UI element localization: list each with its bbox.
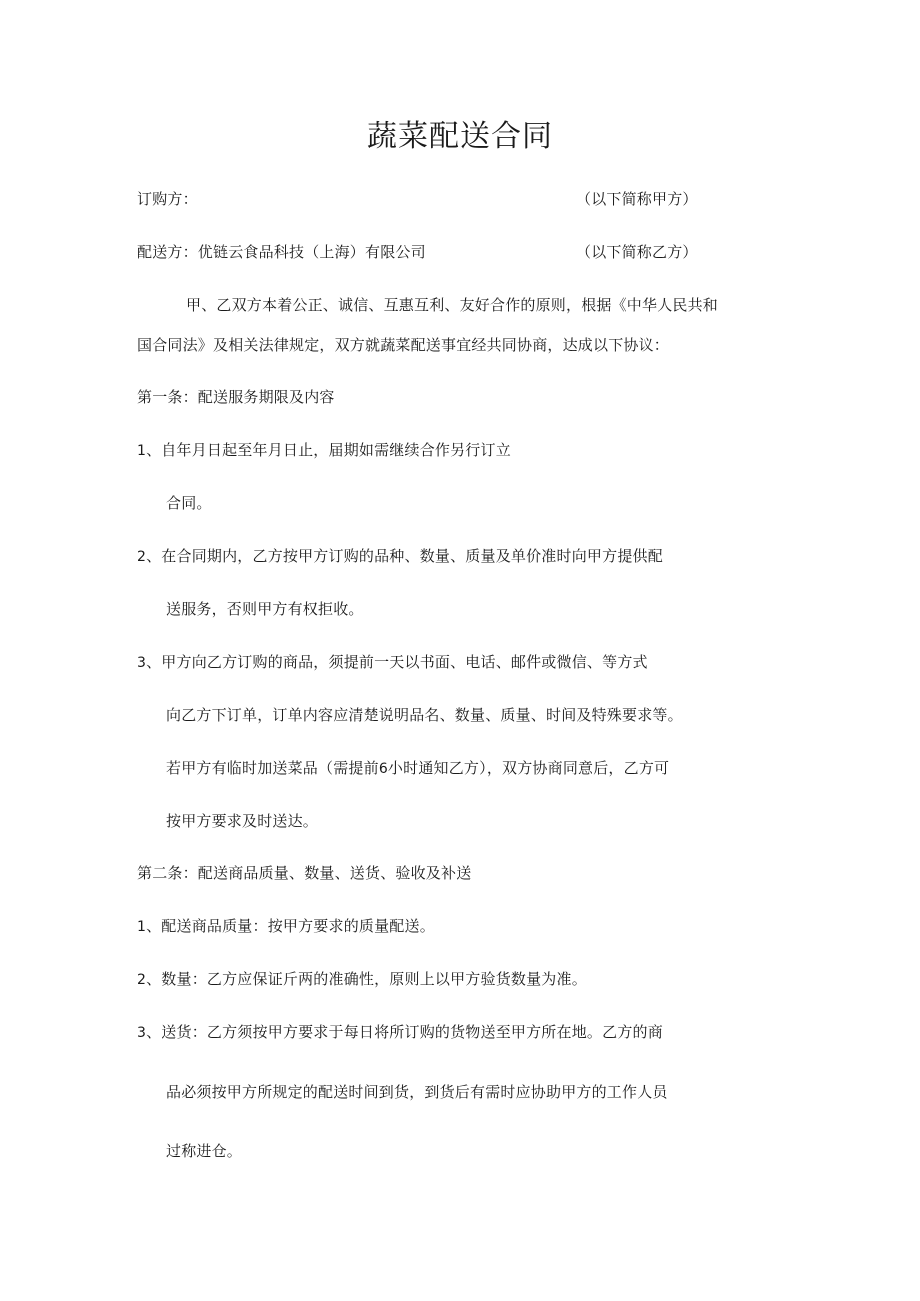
article1-item3-cont3: 按甲方要求及时送达。 bbox=[166, 812, 319, 830]
item-number: 2 bbox=[137, 549, 147, 565]
article1-item1 bbox=[137, 440, 511, 461]
hours-number: 6 bbox=[378, 761, 388, 777]
buyer-note: （以下简称甲方） bbox=[576, 190, 698, 208]
item-text: 、在合同期内，乙方按甲方订购的品种、数量、质量及单价准时向甲方提供配 bbox=[146, 547, 663, 565]
article1-item3-cont2 bbox=[166, 758, 669, 779]
article1-item2-cont: 送服务，否则甲方有权拒收。 bbox=[166, 600, 364, 618]
article2-heading: 第二条：配送商品质量、数量、送货、验收及补送 bbox=[137, 864, 472, 882]
item-text: 、自年月日起至年月日止，届期如需继续合作另行订立 bbox=[146, 441, 511, 459]
page-title: 蔬菜配送合同 bbox=[367, 119, 553, 154]
preamble-line-2: 国合同法》及相关法律规定，双方就蔬菜配送事宜经共同协商，达成以下协议： bbox=[137, 336, 670, 354]
article1-item3 bbox=[137, 652, 648, 673]
article2-item3 bbox=[137, 1022, 663, 1043]
item-number: 2 bbox=[137, 972, 147, 988]
item-text: 、送货：乙方须按甲方要求于每日将所订购的货物送至甲方所在地。乙方的商 bbox=[146, 1023, 663, 1041]
buyer-label: 订购方： bbox=[137, 190, 198, 208]
item-text: 、数量：乙方应保证斤两的准确性，原则上以甲方验货数量为准。 bbox=[146, 970, 587, 988]
article1-item1-cont: 合同。 bbox=[166, 494, 212, 512]
article1-heading: 第一条：配送服务期限及内容 bbox=[137, 388, 335, 406]
article2-item2 bbox=[137, 969, 587, 990]
item-number: 1 bbox=[137, 919, 147, 935]
supplier-note: （以下简称乙方） bbox=[576, 243, 698, 261]
item-text: 、甲方向乙方订购的商品，须提前一天以书面、电话、邮件或微信、等方式 bbox=[146, 653, 648, 671]
item-number: 3 bbox=[137, 1025, 147, 1041]
preamble-line-1: 甲、乙双方本着公正、诚信、互惠互利、友好合作的原则，根据《中华人民共和 bbox=[186, 296, 719, 314]
item-number: 1 bbox=[137, 443, 147, 459]
text-segment: 小时通知乙方），双方协商同意后，乙方可 bbox=[387, 759, 670, 777]
item-number: 3 bbox=[137, 655, 147, 671]
supplier-label: 配送方：优链云食品科技（上海）有限公司 bbox=[137, 243, 426, 261]
article2-item1 bbox=[137, 916, 435, 937]
article1-item3-cont1: 向乙方下订单，订单内容应清楚说明品名、数量、质量、时间及特殊要求等。 bbox=[166, 706, 683, 724]
article2-item3-cont2: 过称进仓。 bbox=[166, 1142, 243, 1160]
text-segment: 若甲方有临时加送菜品（需提前 bbox=[166, 759, 379, 777]
item-text: 、配送商品质量：按甲方要求的质量配送。 bbox=[146, 917, 435, 935]
article1-item2 bbox=[137, 546, 663, 567]
article2-item3-cont1: 品必须按甲方所规定的配送时间到货，到货后有需时应协助甲方的工作人员 bbox=[166, 1083, 668, 1101]
